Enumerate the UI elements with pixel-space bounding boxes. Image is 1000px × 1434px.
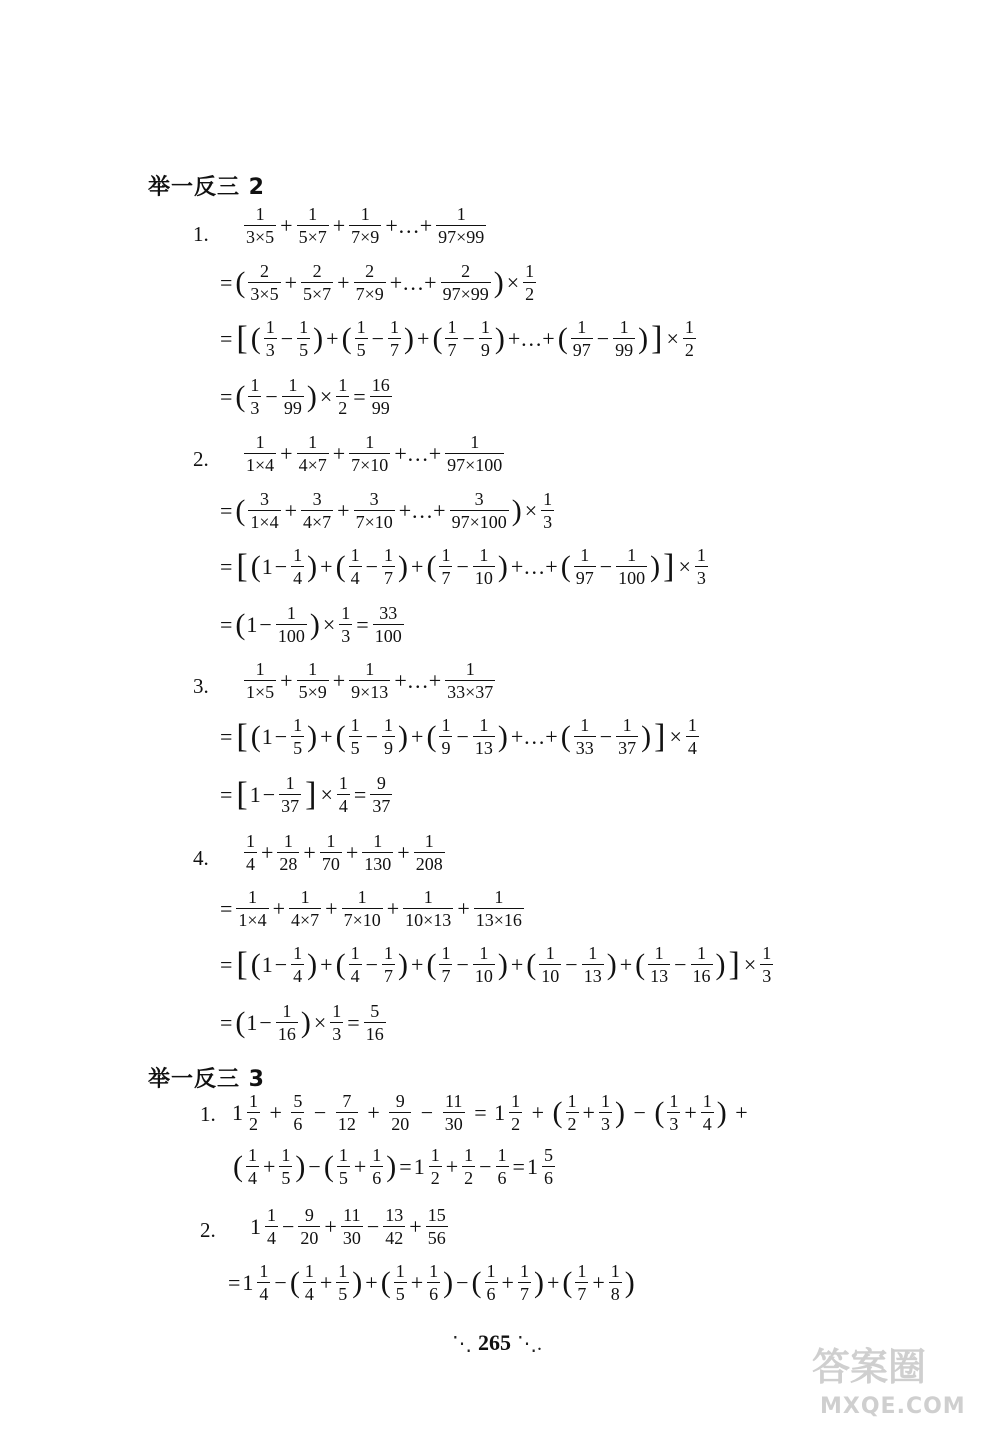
equation-line: $\frac{1}{3\times 5}$ + $\frac{1}{5\times 7}$ + $\frac{1}{7\times 9}$ +…+ $\frac{1}{97\times 99}$ — [246, 204, 485, 247]
equation-line: ( $\frac{1}{4}$ + $\frac{1}{5}$ ) − ( $\frac{1}{5}$ + $\frac{1}{6}$ ) = 1 $\frac{1}{2}$ + $\frac{1}{2}$ − $\frac{1}{6}$ = 1 $\frac{5}{6}$ — [233, 1145, 553, 1188]
problem-number: 1. — [200, 1102, 216, 1126]
problem-number: 4. — [193, 846, 209, 870]
watermark-logo-icon: 答案圈 — [812, 1345, 927, 1389]
equation-line: 1 $\frac{1}{2}$ + $\frac{5}{6}$ − $\frac{7}{12}$ + $\frac{9}{20}$ − $\frac{11}{30}$ = 1 $\frac{1}{2}$ + ( $\frac{1}{2}$ + $\frac{1}{3}$ ) − ( $\frac{1}{3}$ + $\frac{1}{4}$ ) + — [232, 1091, 748, 1134]
equation-line: = ( $\frac{3}{1\times 4}$ + $\frac{3}{4\times 7}$ + $\frac{3}{7\times 10}$ +…+ $\frac{3}{97\times 100}$ ) × $\frac{1}{3}$ — [220, 489, 553, 532]
page-number: 265 — [478, 1330, 511, 1355]
equation-line: = [ ( 1 − $\frac{1}{4}$ ) + ( $\frac{1}{4}$ − $\frac{1}{7}$ ) + ( $\frac{1}{7}$ − $\frac{1}{10}$ ) + ( $\frac{1}{10}$ − $\frac{1}{13}$ ) + ( $\frac{1}{13}$ − $\frac{1}{16}$ ) ] × $\frac{1}{3}$ — [220, 943, 772, 986]
equation-line: = [ ( $\frac{1}{3}$ − $\frac{1}{5}$ ) + ( $\frac{1}{5}$ − $\frac{1}{7}$ ) + ( $\frac{1}{7}$ − $\frac{1}{9}$ ) +…+ ( $\frac{1}{97}$ − $\frac{1}{99}$ ) ] × $\frac{1}{2}$ — [220, 317, 694, 360]
equation-line: = $\frac{1}{1\times 4}$ + $\frac{1}{4\times 7}$ + $\frac{1}{7\times 10}$ + $\frac{1}{10\times 13}$ + $\frac{1}{13\times 16}$ — [220, 887, 522, 930]
section-heading-3: 举一反三 3 — [148, 1067, 265, 1092]
equation-line: = [ 1 − $\frac{1}{37}$ ] × $\frac{1}{4}$ = $\frac{9}{37}$ — [220, 773, 391, 816]
watermark-url: MXQE.COM — [820, 1394, 966, 1419]
section-heading-2: 举一反三 2 — [148, 175, 265, 200]
equation-line: $\frac{1}{4}$ + $\frac{1}{28}$ + $\frac{1}{70}$ + $\frac{1}{130}$ + $\frac{1}{208}$ — [246, 831, 443, 874]
problem-number: 3. — [193, 674, 209, 698]
equation-line: = ( $\frac{1}{3}$ − $\frac{1}{99}$ ) × $\frac{1}{2}$ = $\frac{16}{99}$ — [220, 375, 390, 418]
equation-line: = 1 $\frac{1}{4}$ − ( $\frac{1}{4}$ + $\frac{1}{5}$ ) + ( $\frac{1}{5}$ + $\frac{1}{6}$ ) − ( $\frac{1}{6}$ + $\frac{1}{7}$ ) + ( $\frac{1}{7}$ + $\frac{1}{8}$ ) — [228, 1261, 635, 1304]
equation-line: = ( 1 − $\frac{1}{16}$ ) × $\frac{1}{3}$ = $\frac{5}{16}$ — [220, 1001, 384, 1044]
equation-line: = [ ( 1 − $\frac{1}{5}$ ) + ( $\frac{1}{5}$ − $\frac{1}{9}$ ) + ( $\frac{1}{9}$ − $\frac{1}{13}$ ) +…+ ( $\frac{1}{33}$ − $\frac{1}{37}$ ) ] × $\frac{1}{4}$ — [220, 715, 697, 758]
equation-line: = [ ( 1 − $\frac{1}{4}$ ) + ( $\frac{1}{4}$ − $\frac{1}{7}$ ) + ( $\frac{1}{7}$ − $\frac{1}{10}$ ) +…+ ( $\frac{1}{97}$ − $\frac{1}{100}$ ) ] × $\frac{1}{3}$ — [220, 545, 706, 588]
equation-line: $\frac{1}{1\times 5}$ + $\frac{1}{5\times 9}$ + $\frac{1}{9\times 13}$ +…+ $\frac{1}{33\times 37}$ — [246, 659, 494, 702]
decorative-dots-right: ⋱. — [517, 1333, 542, 1355]
page-number-block — [452, 1330, 542, 1356]
equation-line: $\frac{1}{1\times 4}$ + $\frac{1}{4\times 7}$ + $\frac{1}{7\times 10}$ +…+ $\frac{1}{97\times 100}$ — [246, 432, 503, 475]
decorative-dots-left: ⋱ — [452, 1333, 472, 1355]
equation-line: 1 $\frac{1}{4}$ − $\frac{9}{20}$ + $\frac{11}{30}$ − $\frac{13}{42}$ + $\frac{15}{56}$ — [250, 1205, 446, 1248]
problem-number: 2. — [200, 1218, 216, 1242]
problem-number: 2. — [193, 447, 209, 471]
equation-line: = ( $\frac{2}{3\times 5}$ + $\frac{2}{5\times 7}$ + $\frac{2}{7\times 9}$ +…+ $\frac{2}{97\times 99}$ ) × $\frac{1}{2}$ — [220, 261, 535, 304]
equation-line: = ( 1 − $\frac{1}{100}$ ) × $\frac{1}{3}$ = $\frac{33}{100}$ — [220, 603, 402, 646]
problem-number: 1. — [193, 222, 209, 246]
